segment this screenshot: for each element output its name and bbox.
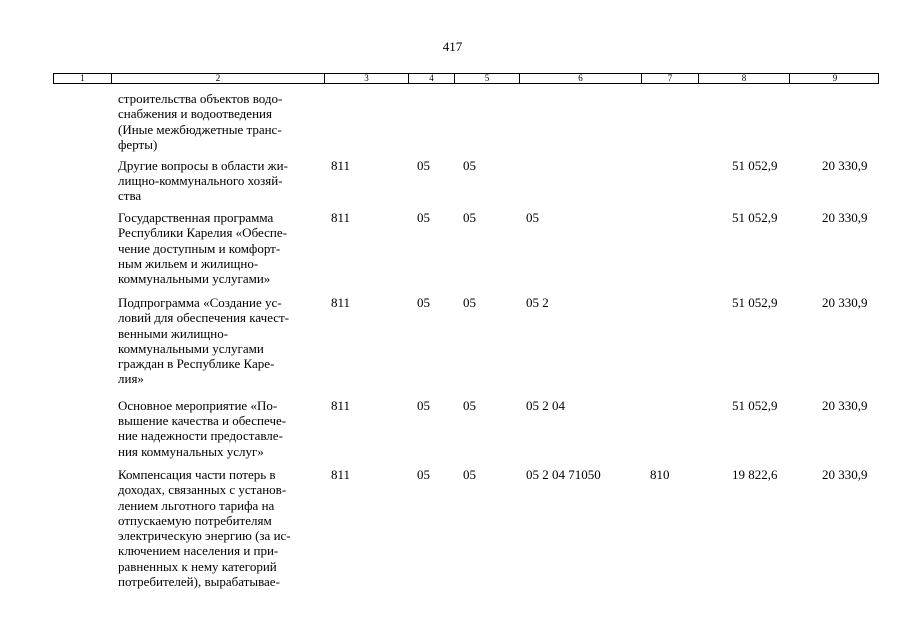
header-col-5: 5 (455, 74, 520, 83)
cell-subsection: 05 (463, 295, 476, 310)
cell-section: 05 (417, 467, 430, 482)
row-name-line: венными жилищно- (118, 326, 229, 341)
row-name-line: вышение качества и обеспече- (118, 413, 287, 428)
cell-subsection: 05 (463, 467, 476, 482)
row-name-line: ловий для обеспечения качест- (118, 310, 290, 325)
cell-amount-9: 20 330,9 (822, 398, 868, 413)
header-col-4: 4 (409, 74, 455, 83)
row-name-line: Государственная программа (118, 210, 274, 225)
cell-subsection: 05 (463, 398, 476, 413)
cell-amount-9: 20 330,9 (822, 210, 868, 225)
row-name-line: чение доступным и комфорт- (118, 241, 281, 256)
row-name-line: лищно-коммунального хозяй- (118, 173, 283, 188)
continuation-line: снабжения и водоотведения (118, 106, 272, 121)
row-name-line: ным жильем и жилищно- (118, 256, 259, 271)
continuation-line: строительства объектов водо- (118, 91, 283, 106)
row-name-line: отпускаемую потребителям (118, 513, 272, 528)
header-col-3: 3 (325, 74, 409, 83)
header-col-9: 9 (832, 73, 838, 83)
header-col-7: 7 (642, 74, 699, 83)
row-name-line: равненных к нему категорий (118, 559, 277, 574)
cell-amount-8: 51 052,9 (732, 210, 778, 225)
row-name-line: коммунальными услугами (118, 341, 264, 356)
cell-amount-8: 51 052,9 (732, 158, 778, 173)
cell-admin-code: 811 (331, 295, 351, 310)
cell-admin-code: 811 (331, 467, 351, 482)
row-name-line: лия» (118, 371, 144, 386)
cell-target-article: 05 2 (526, 295, 549, 310)
continuation-line: (Иные межбюджетные транс- (118, 122, 282, 137)
table-header (53, 73, 879, 84)
cell-amount-8: 51 052,9 (732, 295, 778, 310)
row-name-line: Республики Карелия «Обеспе- (118, 225, 287, 240)
cell-subsection: 05 (463, 210, 476, 225)
row-name-line: ства (118, 188, 142, 203)
cell-admin-code: 811 (331, 398, 351, 413)
cell-amount-8: 51 052,9 (732, 398, 778, 413)
cell-target-article: 05 2 04 (526, 398, 565, 413)
cell-amount-9: 20 330,9 (822, 295, 868, 310)
continuation-line: ферты) (118, 137, 158, 152)
cell-amount-9: 20 330,9 (822, 158, 868, 173)
row-name-line: лением льготного тарифа на (118, 498, 275, 513)
cell-subsection: 05 (463, 158, 476, 173)
cell-section: 05 (417, 398, 430, 413)
cell-target-article: 05 (526, 210, 539, 225)
row-name-line: ключением населения и при- (118, 543, 279, 558)
row-name-line: доходах, связанных с установ- (118, 482, 287, 497)
row-name-line: коммунальными услугами» (118, 271, 271, 286)
cell-target-article: 05 2 04 71050 (526, 467, 601, 482)
row-name-line: граждан в Республике Каре- (118, 356, 275, 371)
page-number: 417 (442, 39, 463, 54)
header-col-1: 1 (54, 74, 112, 83)
row-name-line: потребителей), вырабатывае- (118, 574, 280, 589)
cell-section: 05 (417, 210, 430, 225)
cell-amount-9: 20 330,9 (822, 467, 868, 482)
row-name-line: Другие вопросы в области жи- (118, 158, 288, 173)
header-col-2: 2 (112, 74, 325, 83)
row-name-line: ние надежности предоставле- (118, 428, 283, 443)
cell-expense-type: 810 (650, 467, 670, 482)
header-col-6: 6 (520, 74, 642, 83)
cell-section: 05 (417, 158, 430, 173)
cell-admin-code: 811 (331, 158, 351, 173)
cell-amount-8: 19 822,6 (732, 467, 778, 482)
row-name-line: Основное мероприятие «По- (118, 398, 278, 413)
row-name-line: электрическую энергию (за ис- (118, 528, 291, 543)
row-name-line: Компенсация части потерь в (118, 467, 276, 482)
cell-section: 05 (417, 295, 430, 310)
header-col-8: 8 (699, 74, 790, 83)
row-name-line: ния коммунальных услуг» (118, 444, 264, 459)
cell-admin-code: 811 (331, 210, 351, 225)
row-name-line: Подпрограмма «Создание ус- (118, 295, 282, 310)
